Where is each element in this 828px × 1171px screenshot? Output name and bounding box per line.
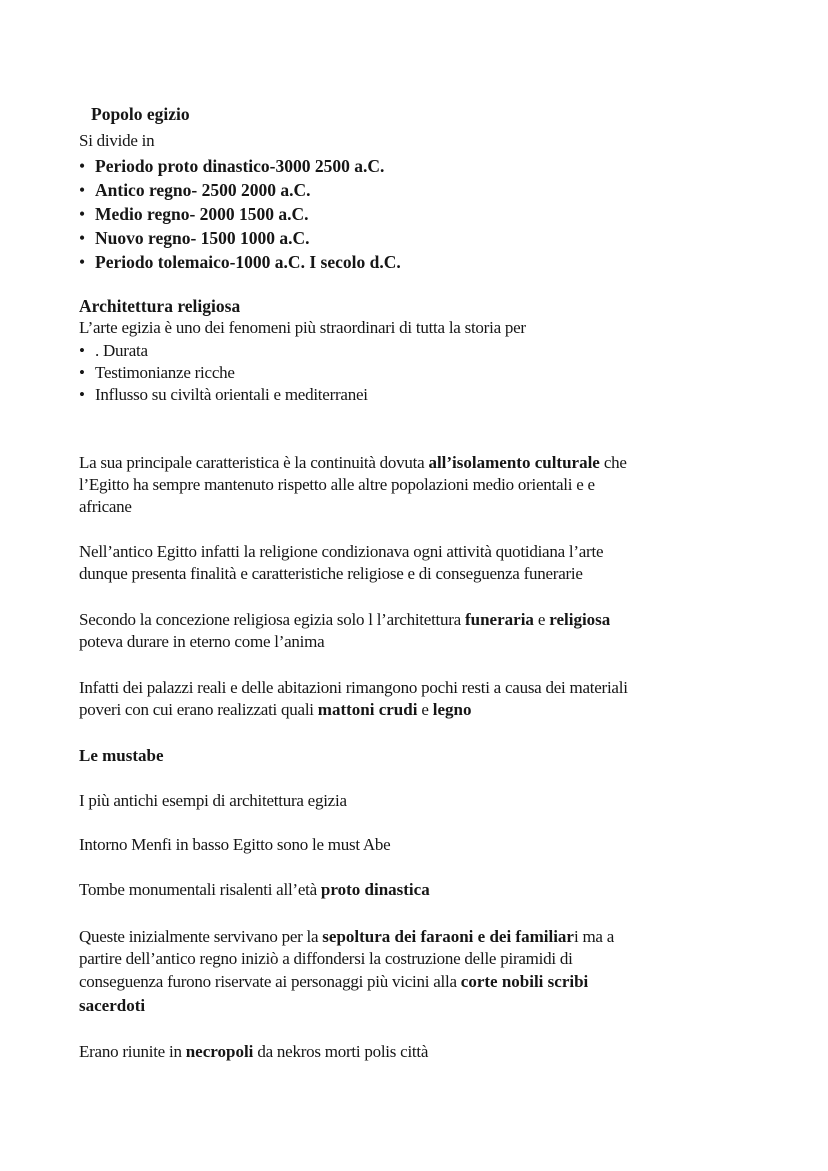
list-item (79, 180, 311, 200)
heading-architettura-religiosa (79, 296, 240, 316)
bold-text: corte nobili scribi (460, 972, 589, 991)
list-item (79, 156, 384, 176)
text: I più antichi esempi di architettura egizia (79, 791, 347, 810)
text: Erano riunite in (79, 1042, 186, 1061)
bullet-icon: • (79, 341, 85, 360)
text-line (79, 542, 603, 562)
bold-text: mattoni crudi (317, 700, 418, 719)
bold-text: Nuovo regno- 1500 1000 a.C. (95, 228, 310, 248)
text: africane (79, 497, 132, 516)
text: Infatti dei palazzi reali e delle abitazioni rimangono pochi resti a causa dei materiali (79, 678, 628, 697)
text: Queste inizialmente servivano per la (79, 927, 323, 946)
text-line (79, 1042, 428, 1062)
list-item (79, 341, 148, 361)
text-line (79, 475, 595, 495)
bold-text: Popolo egizio (91, 104, 190, 124)
text-line (79, 632, 324, 652)
bold-text: proto dinastica (320, 880, 430, 899)
bold-text: Architettura religiosa (79, 296, 241, 316)
text: e (533, 610, 550, 629)
text-line (79, 453, 627, 473)
text: Influsso su civiltà orientali e mediterranei (95, 385, 368, 404)
bullet-icon: • (79, 228, 85, 248)
text: da nekros morti polis città (253, 1042, 429, 1061)
text-line (79, 700, 471, 720)
text-line (79, 996, 145, 1016)
text-line (79, 610, 610, 630)
text: Nell’antico Egitto infatti la religione condizionava ogni attività quotidiana l’arte (79, 542, 604, 561)
bullet-icon: • (79, 156, 85, 176)
bold-text: all’isolamento culturale (428, 453, 600, 472)
text-line (79, 564, 583, 584)
bold-text: Periodo tolemaico-1000 a.C. I secolo d.C. (95, 252, 401, 272)
list-item (79, 363, 235, 383)
text: Tombe monumentali risalenti all’età (79, 880, 321, 899)
text: i ma a (573, 927, 615, 946)
bullet-icon: • (79, 252, 85, 272)
heading-popolo-egizio (91, 104, 190, 124)
text: Secondo la concezione religiosa egizia solo l l’architettura (79, 610, 465, 629)
text-line (79, 949, 573, 969)
text-line (79, 497, 132, 517)
bullet-icon: • (79, 204, 85, 224)
text: . Durata (95, 341, 148, 360)
text-line (79, 880, 430, 900)
text-line (79, 791, 347, 811)
text: e (417, 700, 433, 719)
text-line (79, 835, 390, 855)
list-item (79, 204, 309, 224)
bold-text: religiosa (549, 610, 611, 629)
bold-text: Periodo proto dinastico-3000 2500 a.C. (95, 156, 385, 176)
bold-text: legno (432, 700, 472, 719)
text: La sua principale caratteristica è la continuità dovuta (79, 453, 429, 472)
text: Si divide in (79, 131, 155, 150)
bold-text: Medio regno- 2000 1500 a.C. (95, 204, 309, 224)
list-item (79, 228, 310, 248)
text: Intorno Menfi in basso Egitto sono le must Abe (79, 835, 391, 854)
text-line (79, 318, 526, 338)
bullet-icon: • (79, 363, 85, 382)
text: l’Egitto ha sempre mantenuto rispetto alle altre popolazioni medio orientali e e (79, 475, 595, 494)
text: che (599, 453, 627, 472)
text: poveri con cui erano realizzati quali (79, 700, 318, 719)
text: L’arte egizia è uno dei fenomeni più straordinari di tutta la storia per (79, 318, 526, 337)
bold-text: sacerdoti (79, 996, 146, 1015)
text-line (79, 131, 154, 151)
text: conseguenza furono riservate ai personaggi più vicini alla (79, 972, 461, 991)
list-item (79, 252, 401, 272)
bullet-icon: • (79, 180, 85, 200)
text-line (79, 972, 588, 992)
text-line (79, 678, 628, 698)
bold-text: Antico regno- 2500 2000 a.C. (95, 180, 311, 200)
text-line (79, 927, 614, 947)
bullet-icon: • (79, 385, 85, 404)
bold-text: funeraria (464, 610, 534, 629)
bold-text: necropoli (185, 1042, 254, 1061)
heading-le-mustabe (79, 746, 164, 766)
text: dunque presenta finalità e caratteristiche religiose e di conseguenza funerarie (79, 564, 583, 583)
text: Testimonianze ricche (95, 363, 235, 382)
text: partire dell’antico regno iniziò a diffondersi la costruzione delle piramidi di (79, 949, 573, 968)
bold-text: Le mustabe (79, 746, 164, 765)
list-item (79, 385, 368, 405)
text: poteva durare in eterno come l’anima (79, 632, 325, 651)
bold-text: sepoltura dei faraoni e dei familiar (322, 927, 574, 946)
